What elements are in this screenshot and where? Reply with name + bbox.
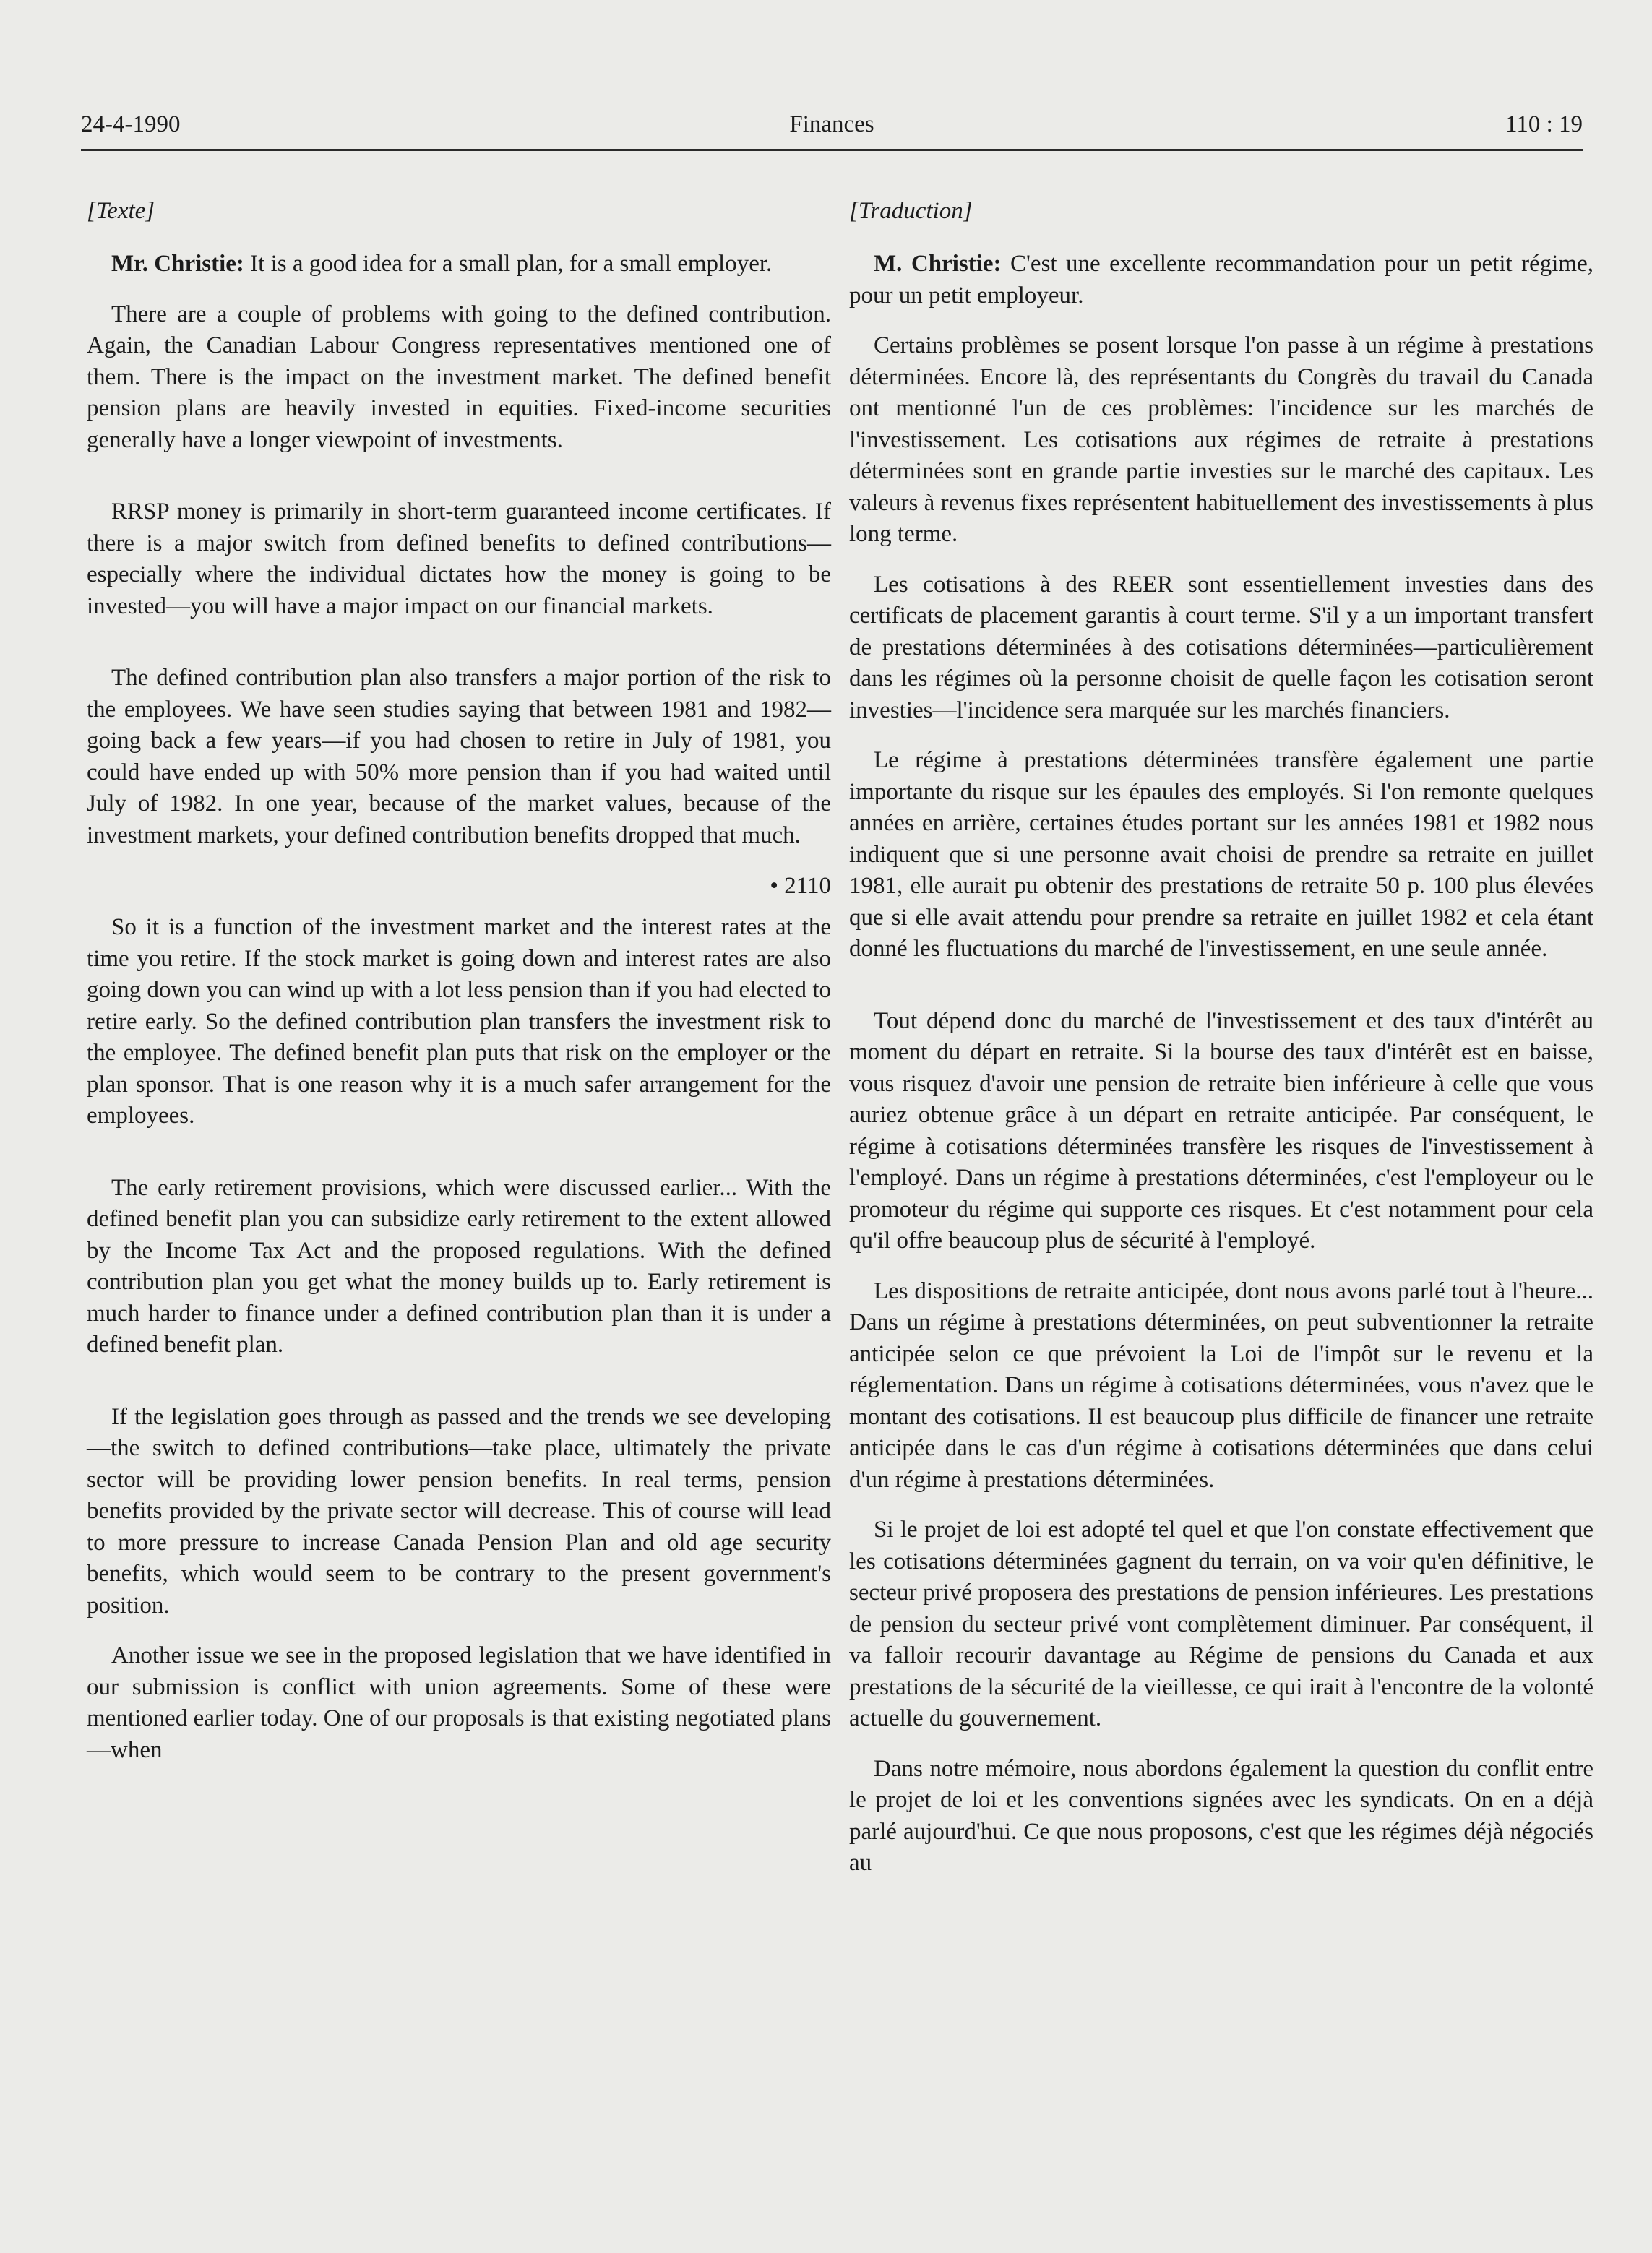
paragraph xyxy=(849,249,1593,311)
column-label-traduction: [Traduction] xyxy=(849,198,973,224)
header-title: Finances xyxy=(789,111,874,137)
paragraph: Le régime à prestations déterminées transfère également une partie importante du risque sur les épaules des employés. Si l'on remonte quelques années en arrière, certaines études portant sur les années 1981 et 1982 nous indiquent que si une personne avait choisi de prendre sa retraite en juillet 1981, elle aurait pu obtenir des prestations de retraite 50 p. 100 plus élevées que si elle avait attendu pour prendre sa retraite en juillet 1982 et cela étant donné les fluctuations du marché de l'investissement, en une seule année. xyxy=(849,747,1593,962)
french-column xyxy=(849,195,1593,1898)
speech-text: C'est une excellente recommandation pour un petit régime, pour un petit employeur. xyxy=(849,251,1593,309)
paragraph: RRSP money is primarily in short-term guaranteed income certificates. If there is a major switch from defined benefits to defined contributions—especially where the individual dictates how the money is going to be invested—you will have a major impact on our financial markets. xyxy=(87,499,831,619)
english-column xyxy=(87,195,831,1785)
paragraph: Les cotisations à des REER sont essentiellement investies dans des certificats de placement garantis à court terme. S'il y a un important transfert de prestations déterminées à des cotisations déterminées—particulièrement dans les régimes où la personne choisit de quelle façon les cotisation seront investies—l'incidence sera marquée sur les marchés financiers. xyxy=(849,571,1593,723)
speaker-name: M. Christie: xyxy=(874,251,1002,277)
speech-text: It is a good idea for a small plan, for a small employer. xyxy=(244,251,773,277)
page-header xyxy=(81,108,1583,151)
paragraph: So it is a function of the investment market and the interest rates at the time you retire. If the stock market is going down and interest rates are also going down you can wind up with a lot less pension than if you had elected to retire early. So the defined contribution plan transfers the investment risk to the employee. The defined benefit plan puts that risk on the employer or the plan sponsor. That is one reason why it is a much safer arrangement for the employees. xyxy=(87,914,831,1129)
paragraph: The defined contribution plan also transfers a major portion of the risk to the employees. We have seen studies saying that between 1981 and 1982—going back a few years—if you had chosen to retire in July of 1981, you could have ended up with 50% more pension than if you had waited until July of 1982. In one year, because of the market values, because of the investment markets, your defined contribution benefits dropped that much. xyxy=(87,665,831,848)
paragraph: Certains problèmes se posent lorsque l'on passe à un régime à prestations déterminées. Encore là, des représentants du Congrès du travail du Canada ont mentionné l'un de ces problèmes: l'incidence sur les marchés de l'investissement. Les cotisations aux régimes de retraite à prestations déterminées sont en grande partie investies sur le marché des capitaux. Les valeurs à revenus fixes représentent habituellement des investissements à plus long terme. xyxy=(849,332,1593,547)
header-page-number: 110 : 19 xyxy=(1505,111,1583,137)
paragraph: If the legislation goes through as passed and the trends we see developing—the switch to defined contributions—take place, ultimately the private sector will be providing lower pension benefits. In real terms, pension benefits provided by the private sector will decrease. This of course will lead to more pressure to increase Canada Pension Plan and old age security benefits, which would seem to be contrary to the present government's position. xyxy=(87,1403,831,1619)
paragraph: Dans notre mémoire, nous abordons également la question du conflit entre le projet de loi et les conventions signées avec les syndicats. On en a déjà parlé aujourd'hui. Ce que nous proposons, c'est que les régimes déjà négociés au xyxy=(849,1755,1593,1876)
header-date: 24-4-1990 xyxy=(81,111,181,137)
time-marker: • 2110 xyxy=(770,873,831,899)
column-label-texte: [Texte] xyxy=(87,198,155,224)
paragraph: Tout dépend donc du marché de l'investissement et des taux d'intérêt au moment du départ en retraite. Si la bourse des taux d'intérêt est en baisse, vous risquez d'avoir une pension de retraite bien inférieure à celle que vous auriez obtenue grâce à un départ en retraite anticipée. Par conséquent, le régime à cotisations déterminées transfère les risques de l'investissement à l'employé. Dans un régime à prestations déterminées, c'est l'employeur ou le promoteur du régime qui supporte ces risques. Et c'est notamment pour cela qu'il offre beaucoup plus de sécurité à l'employé. xyxy=(849,1007,1593,1254)
paragraph xyxy=(87,249,831,280)
paragraph: Another issue we see in the proposed legislation that we have identified in our submission is conflict with union agreements. Some of these were mentioned earlier today. One of our proposals is that existing negotiated plans—when xyxy=(87,1642,831,1763)
paragraph: Les dispositions de retraite anticipée, dont nous avons parlé tout à l'heure... Dans un régime à prestations déterminées, on peut subventionner la retraite anticipée selon ce que prévoient la Loi de l'impôt sur le revenu et la réglementation. Dans un régime à cotisations déterminées, vous n'avez que le montant des cotisations. Il est beaucoup plus difficile de financer une retraite anticipée dans le cas d'un régime à cotisations déterminées que dans celui d'un régime à prestations déterminées. xyxy=(849,1278,1593,1493)
paragraph: There are a couple of problems with going to the defined contribution. Again, the Canadian Labour Congress representatives mentioned one of them. There is the impact on the investment market. The defined benefit pension plans are heavily invested in equities. Fixed-income securities generally have a longer viewpoint of investments. xyxy=(87,301,831,453)
speaker-name: Mr. Christie: xyxy=(111,251,244,277)
paragraph: Si le projet de loi est adopté tel quel et que l'on constate effectivement que les cotisations déterminées gagnent du terrain, on va voir qu'en définitive, le secteur privé proposera des prestations de pension inférieures. Les prestations de pension du secteur privé vont complètement diminuer. Par conséquent, il va falloir recourir davantage au Régime de pensions du Canada et aux prestations de la sécurité de la vieillesse, ce qui irait à l'encontre de la volonté actuelle du gouvernement. xyxy=(849,1517,1593,1731)
paragraph: The early retirement provisions, which were discussed earlier... With the defined benefit plan you can subsidize early retirement to the extent allowed by the Income Tax Act and the proposed regulations. With the defined contribution plan you get what the money builds up to. Early retirement is much harder to finance under a defined contribution plan than it is under a defined benefit plan. xyxy=(87,1174,831,1358)
